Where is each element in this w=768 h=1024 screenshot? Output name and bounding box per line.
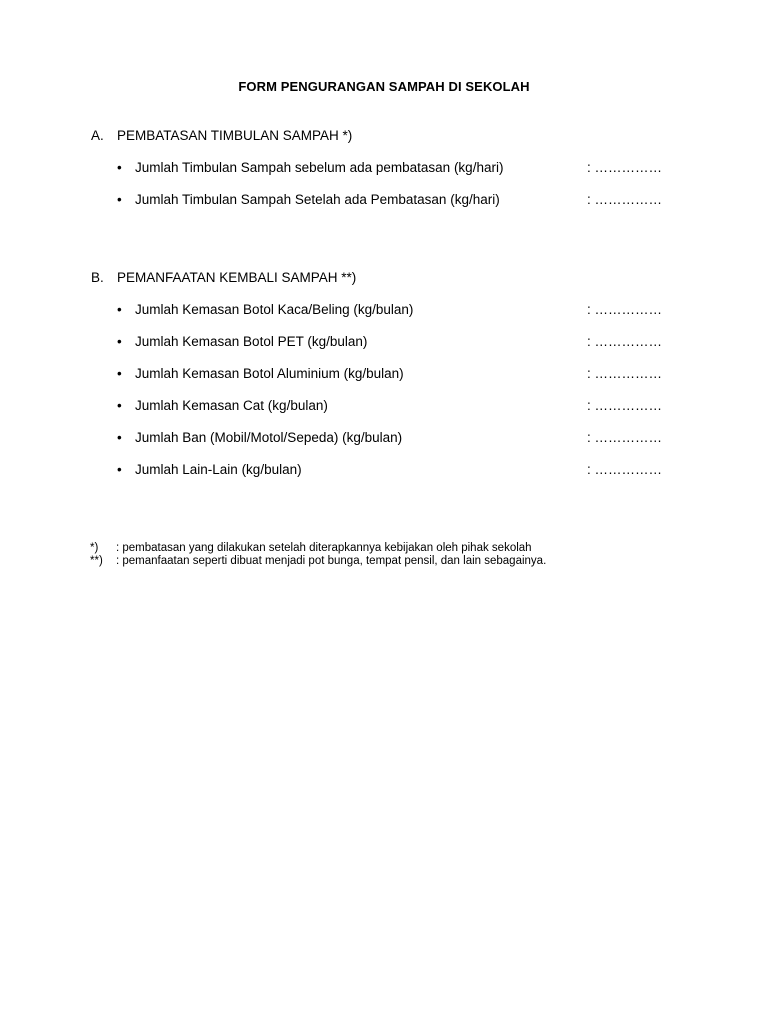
bullet-icon: • bbox=[117, 192, 122, 207]
list-item-b5 bbox=[117, 430, 677, 448]
item-blank-field: : …………… bbox=[587, 160, 663, 175]
list-item-a2 bbox=[117, 192, 677, 210]
footnote-1 bbox=[90, 542, 546, 555]
bullet-icon: • bbox=[117, 398, 122, 413]
list-item-b4 bbox=[117, 398, 677, 416]
item-blank-field: : …………… bbox=[587, 302, 663, 317]
bullet-icon: • bbox=[117, 462, 122, 477]
bullet-icon: • bbox=[117, 160, 122, 175]
item-blank-field: : …………… bbox=[587, 192, 663, 207]
section-a-letter: A. bbox=[91, 128, 104, 143]
item-label: Jumlah Kemasan Botol Aluminium (kg/bulan) bbox=[135, 366, 404, 381]
bullet-icon: • bbox=[117, 334, 122, 349]
bullet-icon: • bbox=[117, 430, 122, 445]
list-item-b2 bbox=[117, 334, 677, 352]
footnote-text: : pembatasan yang dilakukan setelah diterapkannya kebijakan oleh pihak sekolah bbox=[116, 542, 532, 554]
item-blank-field: : …………… bbox=[587, 366, 663, 381]
footnotes bbox=[90, 542, 546, 568]
section-b-heading bbox=[91, 270, 356, 285]
footnote-2 bbox=[90, 555, 546, 568]
item-blank-field: : …………… bbox=[587, 398, 663, 413]
item-label: Jumlah Kemasan Botol Kaca/Beling (kg/bulan) bbox=[135, 302, 414, 317]
list-item-b1 bbox=[117, 302, 677, 320]
item-blank-field: : …………… bbox=[587, 334, 663, 349]
bullet-icon: • bbox=[117, 302, 122, 317]
section-b-letter: B. bbox=[91, 270, 104, 285]
item-label: Jumlah Kemasan Botol PET (kg/bulan) bbox=[135, 334, 368, 349]
section-a-title: PEMBATASAN TIMBULAN SAMPAH *) bbox=[117, 128, 353, 143]
footnote-mark: **) bbox=[90, 555, 103, 567]
form-title: FORM PENGURANGAN SAMPAH DI SEKOLAH bbox=[238, 79, 530, 94]
item-label: Jumlah Timbulan Sampah sebelum ada pembatasan (kg/hari) bbox=[135, 160, 504, 175]
footnote-text: : pemanfaatan seperti dibuat menjadi pot bunga, tempat pensil, dan lain sebagainya. bbox=[116, 555, 547, 567]
item-blank-field: : …………… bbox=[587, 462, 663, 477]
section-b-title: PEMANFAATAN KEMBALI SAMPAH **) bbox=[117, 270, 357, 285]
item-label: Jumlah Lain-Lain (kg/bulan) bbox=[135, 462, 302, 477]
bullet-icon: • bbox=[117, 366, 122, 381]
footnote-mark: *) bbox=[90, 542, 99, 554]
list-item-b3 bbox=[117, 366, 677, 384]
list-item-a1 bbox=[117, 160, 677, 178]
list-item-b6 bbox=[117, 462, 677, 480]
item-label: Jumlah Timbulan Sampah Setelah ada Pembatasan (kg/hari) bbox=[135, 192, 500, 207]
item-label: Jumlah Ban (Mobil/Motol/Sepeda) (kg/bulan) bbox=[135, 430, 403, 445]
item-label: Jumlah Kemasan Cat (kg/bulan) bbox=[135, 398, 328, 413]
item-blank-field: : …………… bbox=[587, 430, 663, 445]
section-a-heading bbox=[91, 128, 352, 143]
